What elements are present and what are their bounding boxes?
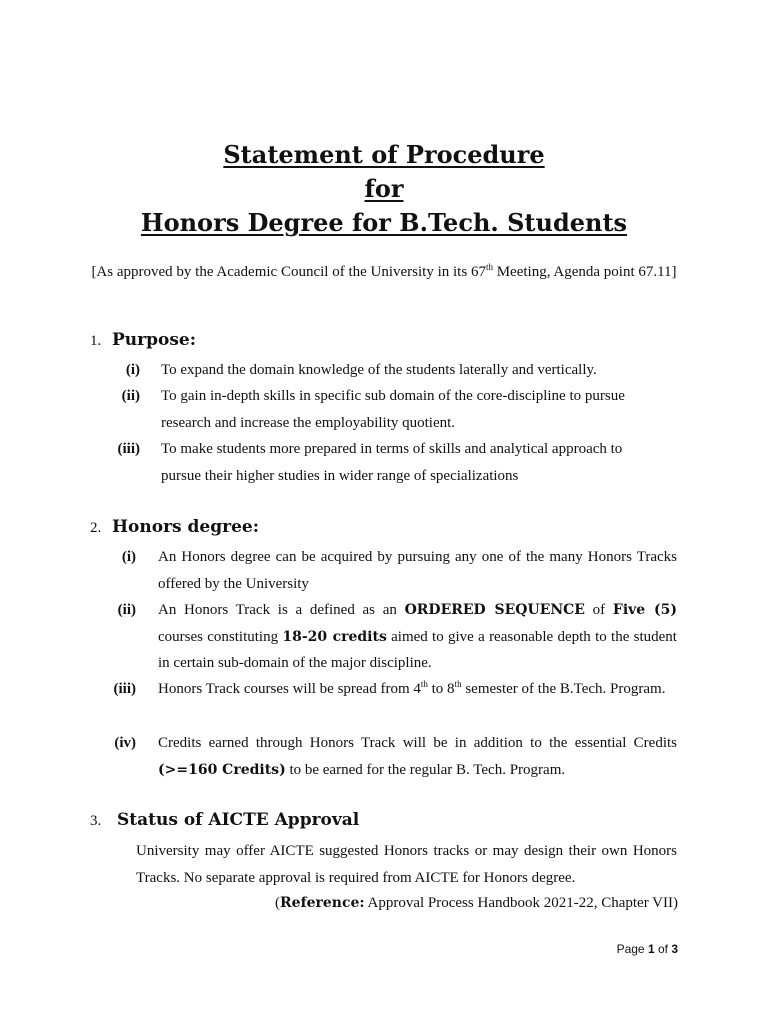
document-title-line2: for <box>364 174 404 203</box>
reference-note: (Reference: Approval Process Handbook 2021-22, Chapter VII) <box>275 895 678 911</box>
list-item: (iii) To make students more prepared in terms of skills and analytical approach to pursue their higher studies in wider range of specializations <box>117 441 623 484</box>
aicte-status-text: University may offer AICTE suggested Honors tracks or may design their own Honors Tracks. No separate approval is required from AICTE for Honors degree. <box>136 843 677 886</box>
list-item: (iii) Honors Track courses will be spread from 4th to 8th semester of the B.Tech. Program. <box>113 679 666 697</box>
section-number: 1. <box>90 333 102 349</box>
page-number: Page 1 of 3 <box>616 942 678 956</box>
section-purpose-heading <box>90 328 196 353</box>
section-honors-heading <box>90 515 259 540</box>
section-title: Honors degree: <box>112 517 259 537</box>
list-item: (ii) An Honors Track is a defined as an ORDERED SEQUENCE of Five (5) courses constituting 18-20 credits aimed to give a reasonable depth to the student in certain sub-domain of the major discipline. <box>117 602 678 671</box>
section-title: Purpose: <box>112 330 196 350</box>
section-number: 2. <box>90 520 102 536</box>
document-title-line3: Honors Degree for B.Tech. Students <box>140 208 628 237</box>
section-number: 3. <box>90 813 102 829</box>
section-title: Status of AICTE Approval <box>117 810 360 830</box>
list-item: (i) To expand the domain knowledge of the students laterally and vertically. <box>125 362 597 378</box>
approval-note: [As approved by the Academic Council of the University in its 67th Meeting, Agenda point 67.11] <box>91 262 677 280</box>
list-item: (iv) Credits earned through Honors Track will be in addition to the essential Credits (>=160 Credits) to be earned for the regular B. Tech. Program. <box>114 735 677 778</box>
document-title-line1: Statement of Procedure <box>223 140 545 169</box>
list-item: (ii) To gain in-depth skills in specific sub domain of the core-discipline to pursue research and increase the employability quotient. <box>121 388 625 431</box>
list-item: (i) An Honors degree can be acquired by pursuing any one of the many Honors Tracks offered by the University <box>121 549 677 592</box>
section-aicte-heading <box>90 808 359 833</box>
